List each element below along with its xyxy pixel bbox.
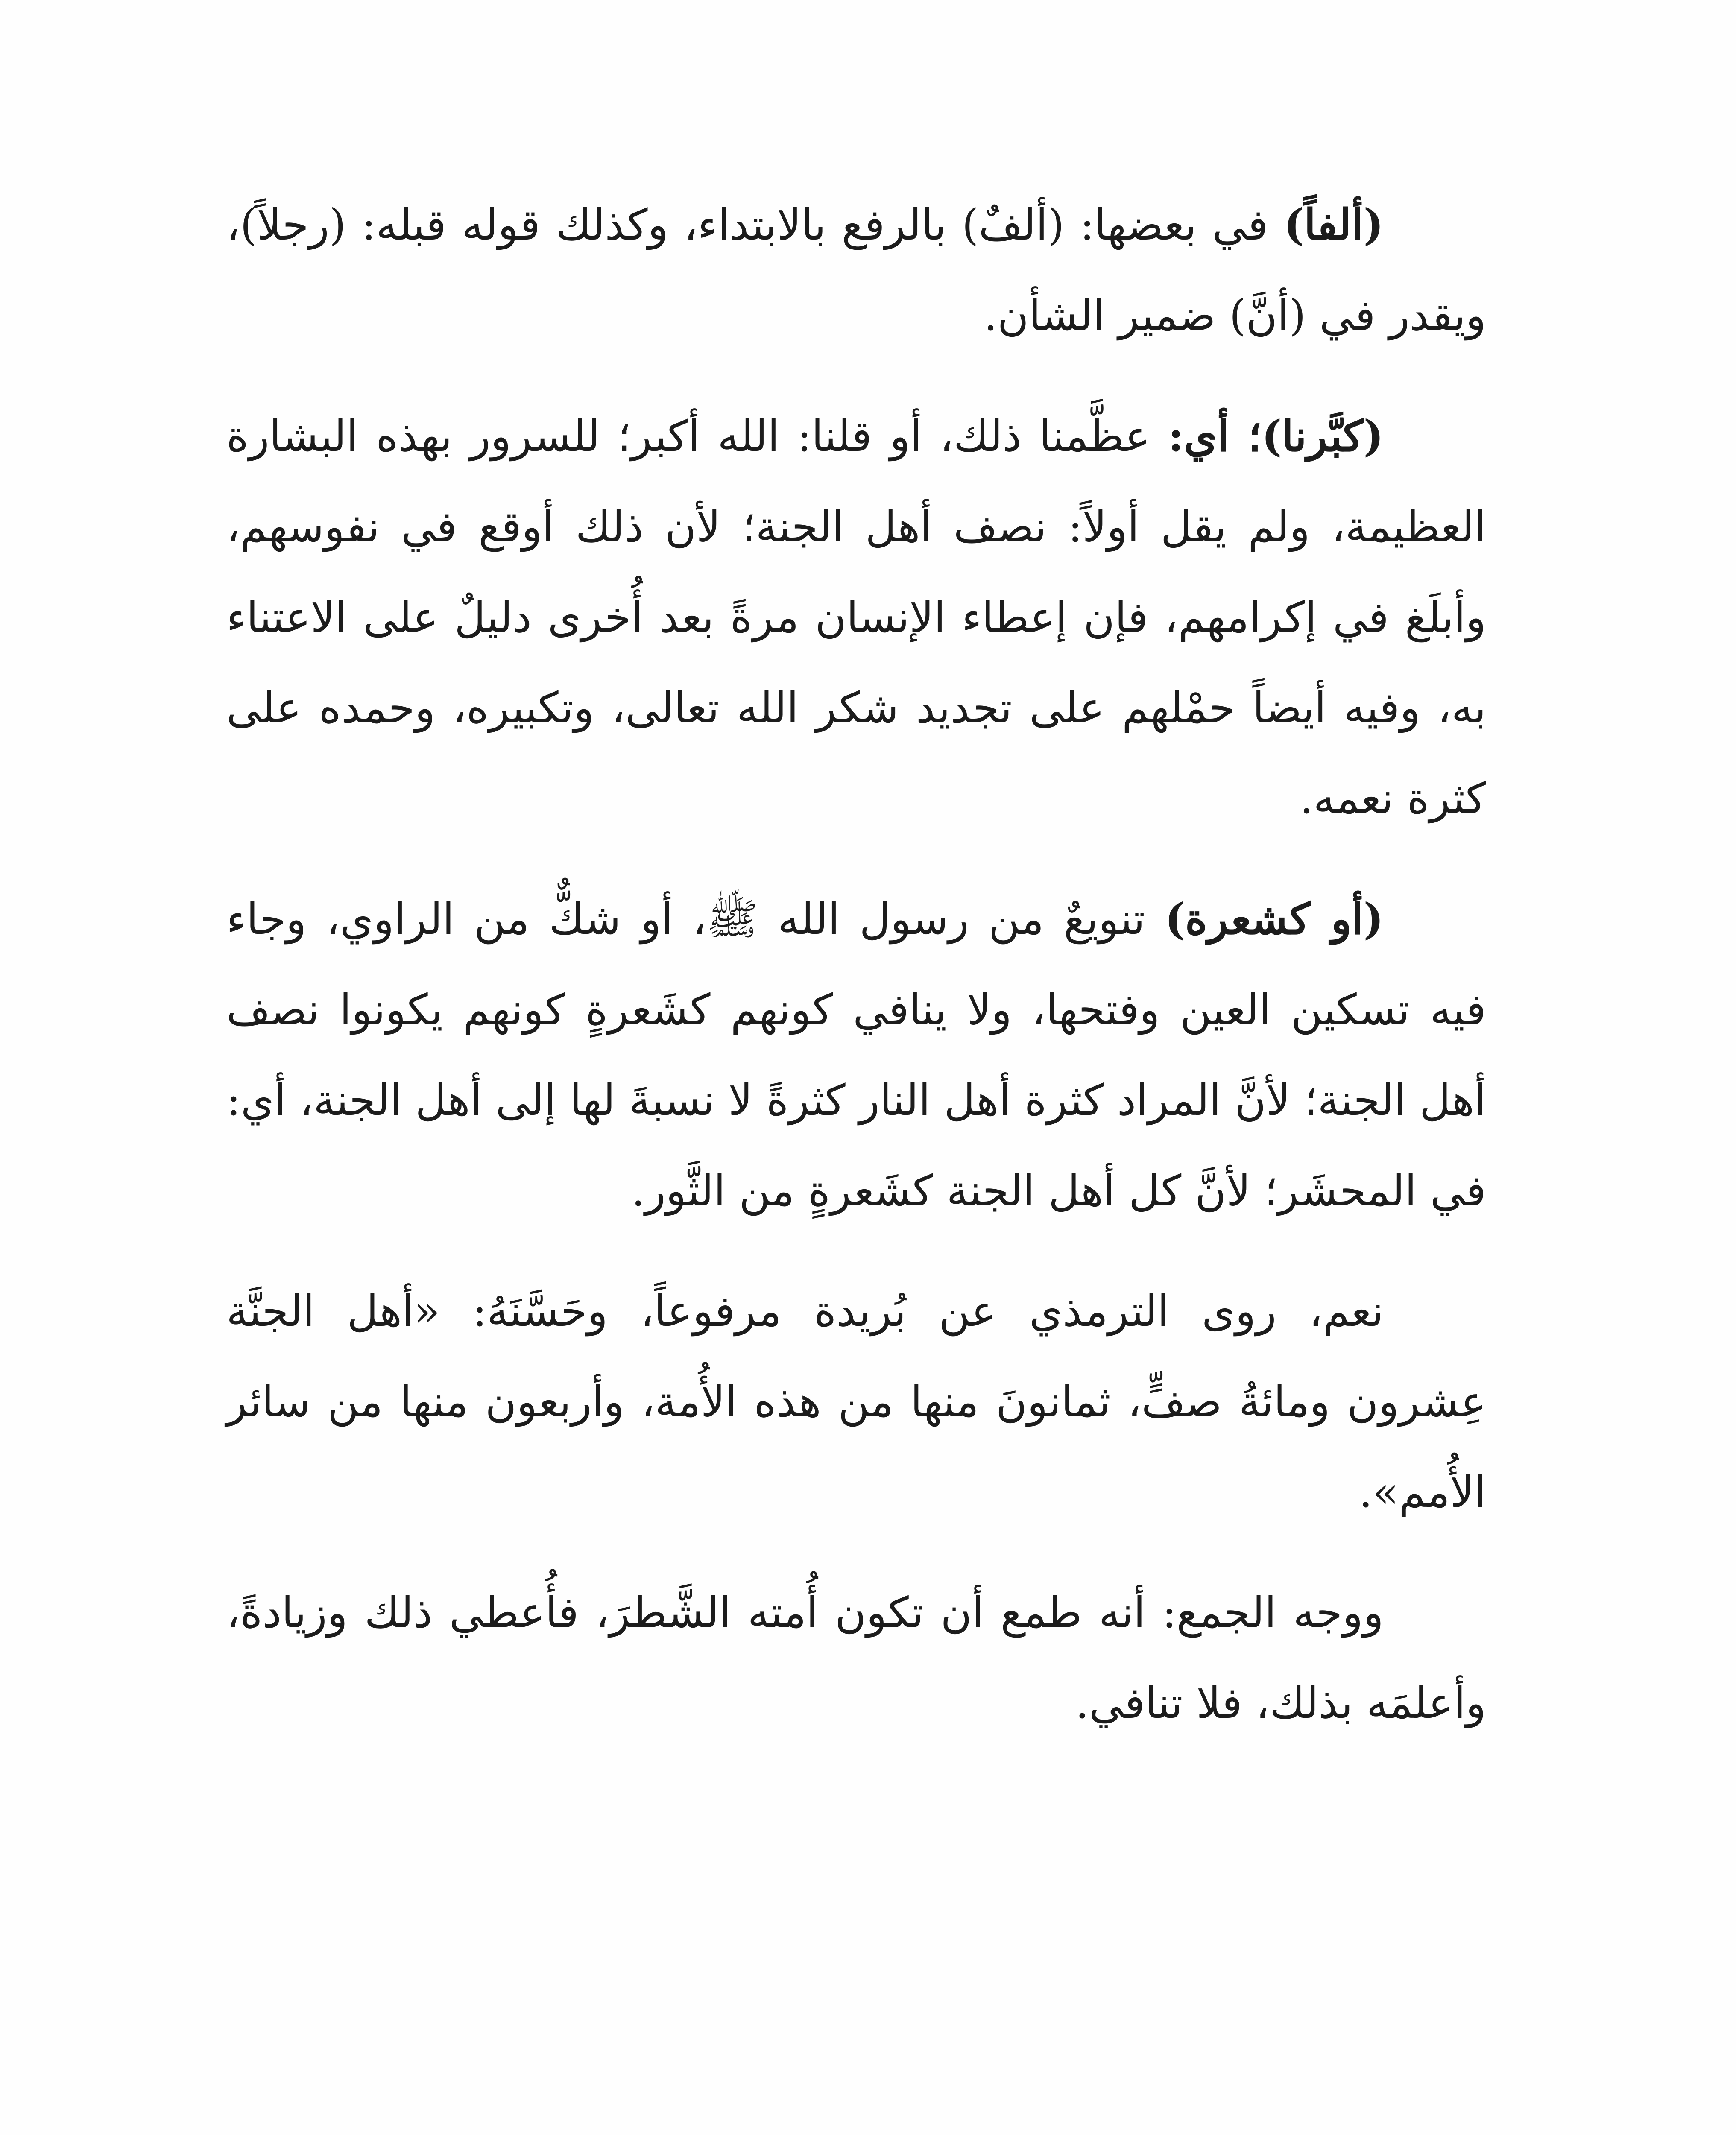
paragraph-3-lead: (أو كشعرة) (1165, 894, 1384, 944)
paragraph-4-text: نعم، روى الترمذي عن بُريدة مرفوعاً، وحَسَّنَهُ: «أهل الجنَّة عِشرون ومائةُ صفٍّ، ثمانونَ منها من هذه الأُمة، وأربعون منها من سائر الأُمم». (226, 1286, 1486, 1517)
paragraph-1-text: في بعضها: (ألفٌ) بالرفع بالابتداء، وكذلك قوله قبله: (رجلاً)، ويقدر في (أنَّ) ضمير الشأن. (226, 200, 1486, 340)
body-text (226, 179, 1486, 1778)
paragraph-5-text: ووجه الجمع: أنه طمع أن تكون أُمته الشَّطرَ، فأُعطي ذلك وزيادةً، وأعلمَه بذلك، فلا تنافي. (226, 1588, 1486, 1728)
paragraph-4 (226, 1266, 1486, 1538)
paragraph-3-text: تنويعٌ من رسول الله ﷺ، أو شكٌّ من الراوي، وجاء فيه تسكين العين وفتحها، ولا ينافي كونهم كشَعرةٍ كونهم يكونوا نصف أهل الجنة؛ لأنَّ المراد كثرة أهل النار كثرةً لا نسبةَ لها إلى أهل الجنة، أي: في المحشَر؛ لأنَّ كل أهل الجنة كشَعرةٍ من الثَّور. (226, 894, 1486, 1216)
paragraph-2-text: عظَّمنا ذلك، أو قلنا: الله أكبر؛ للسرور بهذه البشارة العظيمة، ولم يقل أولاً: نصف أهل الجنة؛ لأن ذلك أوقع في نفوسهم، وأبلَغ في إكرامهم، فإن إعطاء الإنسان مرةً بعد أُخرى دليلٌ على الاعتناء به، وفيه أيضاً حمْلهم على تجديد شكر الله تعالى، وتكبيره، وحمده على كثرة نعمه. (226, 411, 1486, 823)
paragraph-2 (226, 391, 1486, 844)
paragraph-2-lead: (كبَّرنا)؛ أي: (1168, 411, 1384, 461)
paragraph-1-lead: (ألفاً) (1284, 199, 1384, 250)
paragraph-5 (226, 1568, 1486, 1749)
paragraph-1 (226, 179, 1486, 361)
paragraph-3 (226, 874, 1486, 1236)
